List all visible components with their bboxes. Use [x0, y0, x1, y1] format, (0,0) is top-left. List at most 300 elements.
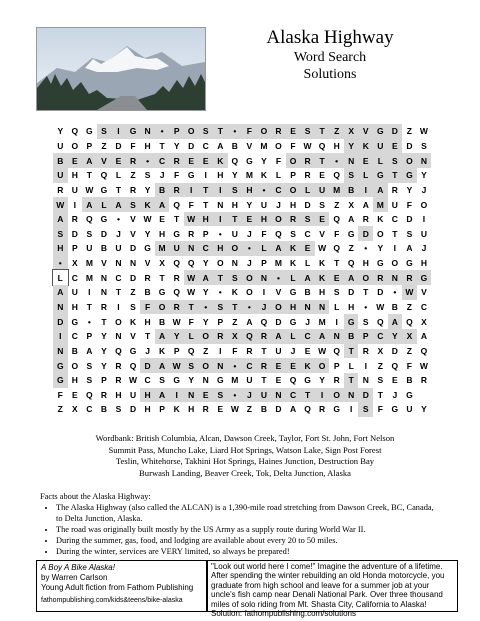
grid-cell: G: [86, 126, 93, 137]
grid-cell: P: [290, 170, 296, 181]
grid-cell: B: [71, 345, 78, 356]
grid-cell: T: [86, 170, 92, 181]
grid-cell: I: [213, 183, 228, 198]
grid-cell: W: [303, 140, 312, 151]
grid-cell: U: [420, 228, 428, 239]
grid-cell: G: [246, 155, 253, 166]
grid-cell: E: [286, 358, 301, 373]
grid-cell: G: [71, 316, 79, 327]
grid-cell: R: [100, 389, 107, 400]
fact-item: • The Alaska Highway (also called the ALCAN) is a 1,390-mile road stretching from Dawson Creek, BC, Canada,: [56, 502, 460, 513]
grid-cell: Q: [347, 258, 355, 269]
grid-cell: Q: [260, 316, 268, 327]
grid-cell: Q: [333, 214, 340, 225]
grid-cell: N: [202, 375, 209, 386]
grid-cell: D: [115, 140, 122, 151]
grid-cell: M: [245, 170, 253, 181]
grid-cell: J: [145, 345, 150, 356]
facts-section: [40, 491, 460, 557]
grid-cell: A: [289, 404, 297, 415]
grid-cell: E: [275, 375, 282, 386]
grid-cell: S: [300, 212, 315, 227]
grid-cell: H: [289, 199, 297, 210]
grid-cell: Z: [406, 345, 412, 356]
fact-item: • During the winter, services are VERY limited, so always be prepared!: [56, 546, 460, 557]
grid-cell: C: [391, 214, 398, 225]
grid-cell: R: [362, 214, 369, 225]
grid-cell: P: [86, 140, 93, 151]
grid-cell: J: [159, 170, 165, 181]
grid-cell: Y: [261, 155, 267, 166]
grid-cell: I: [358, 183, 373, 198]
grid-cell: O: [71, 140, 79, 151]
grid-cell: V: [130, 331, 136, 342]
grid-cell: T: [315, 124, 330, 139]
grid-cell: Q: [129, 360, 137, 371]
grid-cell: N: [129, 258, 137, 269]
grid-cell: Y: [377, 243, 384, 254]
grid-cell: L: [257, 241, 272, 256]
grid-cell: H: [144, 140, 151, 151]
grid-cell: G: [289, 287, 297, 298]
grid-cell: Q: [318, 140, 326, 151]
grid-cell: W: [230, 404, 239, 415]
grid-cell: R: [126, 153, 141, 168]
grid-cell: E: [198, 153, 213, 168]
grid-cell: Y: [101, 345, 107, 356]
grid-cell: C: [86, 404, 93, 415]
grid-cell: A: [86, 345, 93, 356]
grid-cell: G: [129, 345, 137, 356]
book-blurb-box: [206, 560, 458, 619]
grid-cell: I: [73, 199, 76, 210]
grid-cell: I: [315, 388, 330, 403]
grid-cell: A: [155, 329, 170, 344]
grid-cell: G: [402, 168, 417, 183]
grid-cell: H: [333, 140, 340, 151]
grid-cell: S: [358, 402, 373, 417]
grid-cell: G: [100, 184, 108, 195]
book-link[interactable]: fathompublishing.com/kids&teens/bike-alaska: [41, 596, 183, 604]
grid-cell: M: [260, 140, 268, 151]
grid-cell: A: [217, 140, 224, 151]
grid-cell: T: [261, 345, 267, 356]
grid-cell: I: [393, 243, 397, 254]
grid-cell: W: [184, 270, 199, 285]
grid-cell: D: [188, 140, 195, 151]
grid-cell: F: [334, 228, 340, 239]
grid-cell: H: [319, 287, 326, 298]
grid-cell: T: [213, 270, 228, 285]
grid-cell: E: [159, 214, 165, 225]
grid-cell: O: [216, 258, 224, 269]
grid-cell: Z: [57, 404, 63, 415]
grid-cell: S: [333, 287, 340, 298]
grid-cell: P: [202, 228, 209, 239]
grid-cell: Z: [406, 302, 412, 312]
grid-cell: R: [286, 212, 301, 227]
grid-cell: A: [82, 197, 97, 212]
grid-cell: M: [85, 272, 93, 283]
grid-cell: B: [406, 375, 413, 386]
grid-cell: U: [406, 404, 413, 415]
grid-cell: W: [376, 302, 385, 312]
grid-cell: W: [169, 358, 184, 373]
grid-cell: F: [377, 404, 383, 415]
grid-cell: J: [305, 316, 310, 327]
grid-cell: G: [53, 358, 68, 373]
grid-cell: H: [257, 212, 272, 227]
grid-cell: U: [275, 345, 282, 356]
grid-cell: X: [228, 329, 243, 344]
grid-cell: •: [116, 214, 120, 225]
grid-cell: K: [377, 214, 384, 225]
grid-cell: A: [155, 197, 170, 212]
grid-cell: G: [376, 258, 384, 269]
grid-cell: L: [97, 197, 112, 212]
grid-cell: S: [115, 404, 122, 415]
mountain-landscape-image: [37, 28, 205, 110]
grid-cell: S: [362, 316, 369, 327]
grid-cell: J: [276, 199, 281, 210]
grid-cell: S: [319, 199, 325, 210]
grid-cell: V: [421, 287, 427, 298]
grid-cell: B: [304, 287, 311, 298]
grid-cell: F: [130, 140, 136, 151]
grid-cell: K: [286, 241, 301, 256]
grid-cell: G: [144, 243, 151, 254]
grid-cell: I: [184, 183, 199, 198]
grid-cell: N: [315, 300, 330, 315]
grid-cell: D: [129, 272, 137, 283]
grid-cell: B: [260, 404, 267, 415]
grid-cell: D: [129, 404, 137, 415]
grid-cell: I: [262, 287, 266, 298]
word-search-grid: [53, 124, 431, 417]
grid-cell: Q: [86, 214, 93, 225]
grid-cell: B: [155, 183, 170, 198]
grid-cell: N: [271, 388, 286, 403]
grid-cell: U: [315, 183, 330, 198]
grid-cell: Y: [202, 316, 209, 327]
grid-cell: •: [53, 256, 68, 271]
grid-cell: G: [304, 375, 311, 386]
grid-cell: A: [155, 358, 170, 373]
grid-cell: O: [315, 358, 330, 373]
grid-cell: W: [184, 212, 199, 227]
grid-cell: •: [228, 388, 243, 403]
grid-cell: D: [377, 287, 384, 298]
grid-cell: U: [373, 139, 388, 154]
grid-cell: N: [257, 270, 272, 285]
grid-cell: E: [271, 358, 286, 373]
grid-cell: W: [419, 360, 428, 371]
grid-cell: A: [420, 331, 428, 342]
grid-cell: H: [348, 302, 355, 312]
grid-cell: A: [53, 285, 68, 300]
grid-cell: S: [228, 183, 243, 198]
grid-cell: U: [57, 140, 64, 151]
grid-cell: G: [373, 168, 388, 183]
grid-cell: T: [315, 153, 330, 168]
grid-cell: U: [246, 375, 253, 386]
grid-cell: I: [169, 388, 184, 403]
grid-cell: F: [188, 199, 194, 210]
page-title: Alaska Highway: [266, 27, 394, 48]
grid-cell: Y: [421, 404, 427, 415]
grid-cell: L: [184, 329, 199, 344]
grid-cell: H: [144, 316, 151, 327]
grid-cell: T: [300, 388, 315, 403]
grid-cell: N: [329, 329, 344, 344]
grid-cell: C: [271, 183, 286, 198]
grid-cell: K: [319, 258, 326, 269]
grid-cell: K: [260, 170, 267, 181]
grid-cell: Z: [130, 287, 136, 298]
grid-cell: W: [53, 197, 68, 212]
grid-cell: G: [406, 258, 413, 269]
grid-cell: A: [271, 329, 286, 344]
grid-cell: C: [198, 241, 213, 256]
grid-cell: M: [329, 183, 344, 198]
grid-cell: •: [329, 153, 344, 168]
grid-cell: P: [173, 345, 180, 356]
grid-cell: Q: [420, 345, 428, 356]
grid-cell: O: [246, 287, 253, 298]
grid-cell: S: [86, 228, 93, 239]
grid-cell: R: [257, 329, 272, 344]
grid-cell: R: [319, 404, 326, 415]
grid-cell: R: [246, 345, 253, 356]
grid-cell: N: [115, 331, 122, 342]
grid-cell: R: [420, 375, 428, 386]
grid-cell: R: [333, 375, 340, 386]
grid-cell: A: [388, 314, 403, 329]
grid-cell: U: [129, 389, 137, 400]
grid-cell: R: [57, 184, 64, 195]
grid-cell: G: [406, 389, 413, 400]
grid-cell: N: [344, 388, 359, 403]
grid-cell: G: [53, 373, 68, 388]
grid-cell: Q: [289, 375, 297, 386]
grid-cell: A: [406, 243, 413, 254]
grid-cell: N: [231, 258, 238, 269]
page-subtitle-solutions: Solutions: [303, 67, 357, 82]
grid-cell: Y: [388, 329, 403, 344]
grid-cell: M: [155, 241, 170, 256]
grid-cell: K: [300, 358, 315, 373]
grid-cell: W: [128, 375, 138, 386]
solution-link[interactable]: Solution: fathompublishing.com/solutions: [211, 609, 356, 619]
grid-cell: Q: [242, 329, 257, 344]
grid-cell: •: [271, 270, 286, 285]
grid-cell: E: [286, 124, 301, 139]
grid-cell: L: [300, 183, 315, 198]
grid-cell: S: [126, 197, 141, 212]
grid-cell: N: [115, 258, 122, 269]
grid-cell: Q: [406, 316, 413, 327]
grid-cell: •: [228, 124, 243, 139]
grid-cell: R: [169, 183, 184, 198]
grid-cell: S: [198, 124, 213, 139]
grid-cell: S: [86, 375, 93, 386]
grid-cell: X: [71, 404, 78, 415]
grid-cell: S: [213, 388, 228, 403]
grid-cell: P: [261, 258, 267, 269]
grid-cell: •: [140, 153, 155, 168]
grid-cell: Q: [71, 126, 79, 137]
grid-cell: S: [377, 375, 384, 386]
grid-cell: Z: [101, 140, 107, 151]
grid-cell: R: [300, 153, 315, 168]
grid-cell: P: [358, 329, 373, 344]
grid-cell: K: [173, 404, 180, 415]
grid-cell: U: [260, 199, 267, 210]
grid-cell: Q: [173, 199, 180, 210]
grid-cell: A: [373, 183, 388, 198]
grid-cell: B: [144, 287, 151, 298]
grid-cell: W: [85, 184, 94, 195]
grid-cell: U: [71, 287, 78, 298]
grid-cell: T: [228, 212, 243, 227]
grid-cell: A: [348, 214, 355, 225]
wordbank-line: Burwash Landing, Beaver Creek, Tok, Delta Junction, Alaska: [139, 467, 351, 478]
grid-cell: R: [391, 184, 398, 195]
grid-cell: D: [406, 214, 413, 225]
grid-cell: G: [100, 214, 108, 225]
grid-cell: C: [373, 329, 388, 344]
grid-cell: O: [376, 228, 384, 239]
grid-cell: K: [289, 258, 297, 269]
grid-cell: L: [286, 329, 301, 344]
grid-cell: A: [82, 153, 97, 168]
grid-cell: E: [242, 212, 257, 227]
grid-cell: [417, 388, 432, 403]
grid-cell: T: [344, 373, 359, 388]
grid-cell: G: [344, 314, 359, 329]
grid-cell: A: [53, 212, 68, 227]
grid-cell: Z: [348, 243, 354, 254]
grid-cell: H: [140, 388, 155, 403]
grid-cell: R: [213, 329, 228, 344]
grid-cell: Z: [130, 170, 136, 181]
grid-cell: O: [275, 140, 282, 151]
grid-cell: D: [388, 124, 403, 139]
grid-cell: T: [363, 287, 369, 298]
book-info-box: [36, 560, 208, 612]
grid-cell: J: [421, 184, 427, 195]
grid-cell: K: [231, 287, 238, 298]
grid-cell: O: [184, 124, 199, 139]
grid-cell: N: [184, 241, 199, 256]
grid-cell: C: [71, 331, 78, 342]
grid-cell: O: [271, 212, 286, 227]
grid-cell: U: [53, 168, 68, 183]
grid-cell: S: [290, 228, 296, 239]
grid-cell: G: [417, 270, 432, 285]
grid-cell: T: [228, 300, 243, 315]
grid-cell: A: [271, 241, 286, 256]
grid-cell: I: [111, 124, 126, 139]
grid-cell: X: [344, 124, 359, 139]
grid-cell: G: [126, 124, 141, 139]
grid-cell: G: [347, 228, 355, 239]
grid-cell: Y: [101, 360, 107, 371]
grid-cell: S: [406, 228, 413, 239]
grid-cell: T: [144, 331, 151, 342]
grid-cell: U: [391, 199, 398, 210]
grid-cell: G: [173, 228, 180, 239]
grid-cell: O: [155, 300, 170, 315]
grid-cell: H: [242, 183, 257, 198]
grid-cell: •: [155, 124, 170, 139]
grid-cell: I: [117, 302, 120, 312]
grid-cell: I: [53, 329, 68, 344]
grid-cell: B: [100, 404, 107, 415]
grid-cell: H: [144, 404, 151, 415]
grid-cell: S: [228, 270, 243, 285]
grid-cell: E: [329, 270, 344, 285]
grid-cell: Q: [173, 258, 180, 269]
grid-cell: G: [173, 375, 180, 386]
grid-cell: K: [315, 270, 330, 285]
grid-cell: N: [300, 300, 315, 315]
grid-cell: N: [140, 124, 155, 139]
grid-cell: S: [86, 360, 93, 371]
grid-cell: O: [286, 153, 301, 168]
grid-cell: U: [86, 243, 93, 254]
grid-cell: S: [213, 300, 228, 315]
grid-cell: R: [362, 345, 369, 356]
grid-cell: M: [85, 258, 93, 269]
grid-cell: Q: [376, 316, 384, 327]
grid-cell: R: [144, 272, 151, 283]
grid-cell: S: [53, 226, 68, 241]
grid-cell: C: [144, 375, 151, 386]
grid-cell: N: [217, 199, 224, 210]
grid-cell: •: [242, 300, 257, 315]
grid-cell: N: [388, 270, 403, 285]
grid-cell: P: [159, 404, 165, 415]
grid-cell: D: [348, 287, 355, 298]
grid-cell: T: [101, 316, 107, 327]
grid-cell: N: [100, 272, 107, 283]
grid-cell: Q: [173, 287, 180, 298]
grid-cell: Y: [202, 287, 209, 298]
grid-cell: R: [271, 124, 286, 139]
grid-cell: J: [421, 243, 427, 254]
title-block: [230, 27, 430, 83]
grid-cell: V: [246, 140, 253, 151]
grid-cell: A: [362, 199, 369, 210]
grid-cell: Y: [246, 199, 253, 210]
grid-cell: K: [140, 197, 155, 212]
grid-cell: D: [406, 140, 413, 151]
grid-cell: O: [271, 300, 286, 315]
grid-cell: H: [71, 170, 78, 181]
grid-cell: I: [204, 170, 207, 181]
grid-cell: Z: [406, 126, 412, 137]
grid-cell: H: [217, 170, 224, 181]
grid-cell: A: [246, 316, 253, 327]
grid-cell: E: [198, 388, 213, 403]
grid-cell: H: [188, 404, 195, 415]
grid-cell: O: [391, 258, 399, 269]
grid-cell: Y: [144, 228, 151, 239]
grid-cell: Y: [344, 139, 359, 154]
grid-cell: B: [344, 329, 359, 344]
grid-cell: Q: [333, 243, 340, 254]
